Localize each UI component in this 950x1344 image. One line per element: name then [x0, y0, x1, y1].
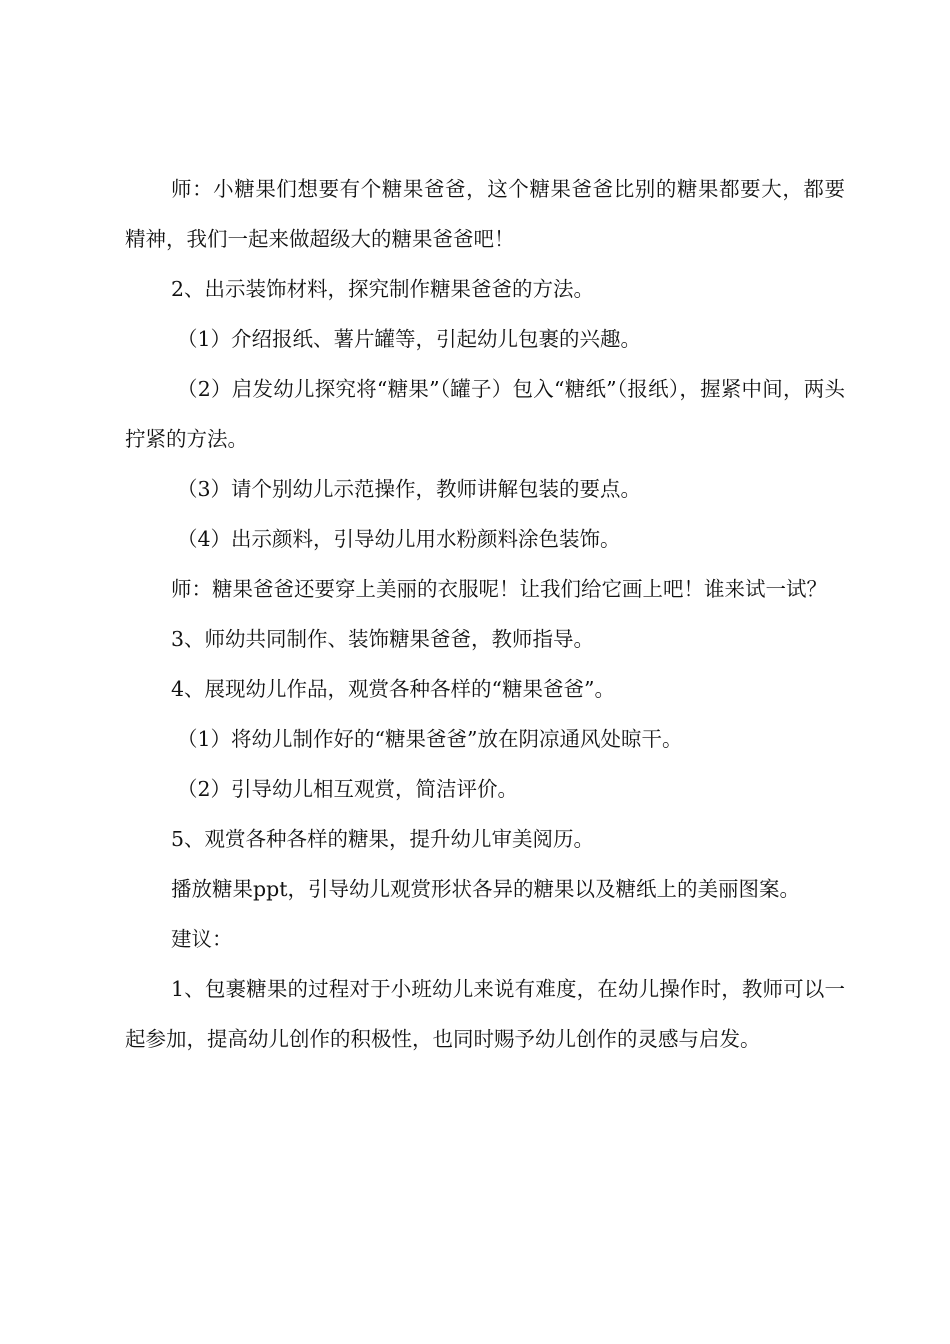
paragraph-step-5: 5、观赏各种各样的糖果，提升幼儿审美阅历。 — [171, 827, 595, 851]
paragraph-teacher-clothes: 师：糖果爸爸还要穿上美丽的衣服呢！让我们给它画上吧！谁来试一试？ — [171, 577, 827, 601]
paragraph-step-4-2: （2）引导幼儿相互观赏，简洁评价。 — [177, 777, 519, 801]
paragraph-step-2: 2、出示装饰材料，探究制作糖果爸爸的方法。 — [171, 277, 595, 301]
paragraph-step-4: 4、展现幼儿作品，观赏各种各样的“糖果爸爸”。 — [171, 677, 616, 701]
paragraph-suggestion-heading: 建议： — [171, 927, 233, 951]
paragraph-step-2-1: （1）介绍报纸、薯片罐等，引起幼儿包裹的兴趣。 — [177, 327, 642, 351]
paragraph-teacher-intro: 师：小糖果们想要有个糖果爸爸，这个糖果爸爸比别的糖果都要大，都要精神，我们一起来做超级大的糖果爸爸吧！ — [125, 177, 845, 251]
document-body — [125, 164, 845, 1064]
paragraph-step-2-2: （2）启发幼儿探究将“糖果”（罐子）包入“糖纸”（报纸），握紧中间，两头拧紧的方法。 — [125, 377, 845, 451]
paragraph-play-ppt: 播放糖果ppt，引导幼儿观赏形状各异的糖果以及糖纸上的美丽图案。 — [171, 877, 800, 901]
paragraph-step-2-3: （3）请个别幼儿示范操作，教师讲解包装的要点。 — [177, 477, 642, 501]
paragraph-suggestion-1: 1、包裹糖果的过程对于小班幼儿来说有难度，在幼儿操作时，教师可以一起参加，提高幼儿创作的积极性，也同时赐予幼儿创作的灵感与启发。 — [125, 977, 845, 1051]
paragraph-step-3: 3、师幼共同制作、装饰糖果爸爸，教师指导。 — [171, 627, 595, 651]
paragraph-step-4-1: （1）将幼儿制作好的“糖果爸爸”放在阴凉通风处晾干。 — [177, 727, 683, 751]
paragraph-step-2-4: （4）出示颜料，引导幼儿用水粉颜料涂色装饰。 — [177, 527, 621, 551]
